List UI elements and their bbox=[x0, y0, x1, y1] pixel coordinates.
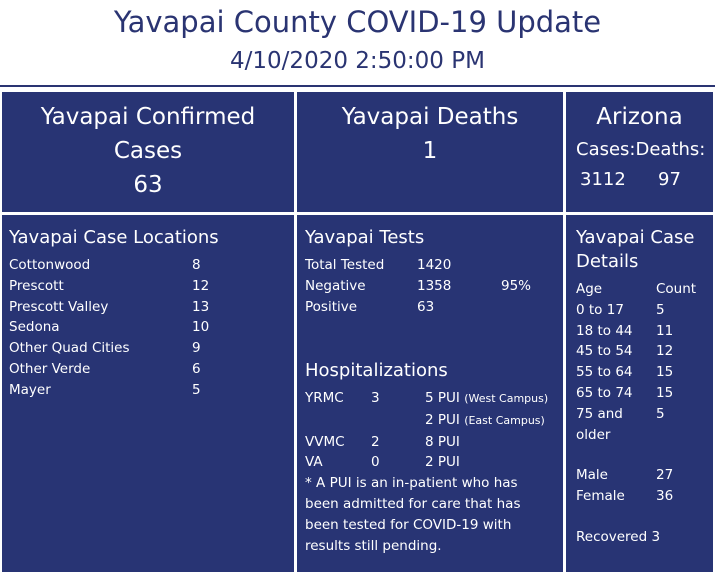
hospital-pui: 2 PUI bbox=[425, 411, 460, 428]
case-details-panel bbox=[566, 215, 713, 572]
location-list bbox=[9, 255, 209, 401]
age-group: 65 to 74 bbox=[576, 384, 633, 401]
footnote-line: results still pending. bbox=[305, 537, 442, 554]
hospital-row bbox=[305, 410, 548, 432]
location-row bbox=[9, 380, 209, 401]
hospital-pui: 5 PUI bbox=[425, 390, 460, 406]
female-value: 36 bbox=[656, 487, 674, 504]
tests-row-negative bbox=[305, 276, 531, 297]
positive-label: Positive bbox=[305, 298, 358, 315]
location-row bbox=[9, 276, 209, 297]
location-row bbox=[9, 297, 209, 318]
age-row bbox=[576, 404, 696, 425]
negative-label: Negative bbox=[305, 277, 366, 294]
hospital-row bbox=[305, 452, 548, 473]
age-group: 75 and bbox=[576, 405, 623, 422]
hospitalizations-table bbox=[305, 388, 548, 556]
location-name: Cottonwood bbox=[9, 257, 91, 273]
age-row bbox=[576, 362, 696, 383]
page-title: Yavapai County COVID-19 Update bbox=[113, 5, 602, 39]
hospital-campus-note: (East Campus) bbox=[464, 413, 545, 427]
location-name: Other Verde bbox=[9, 360, 91, 377]
location-count: 8 bbox=[192, 257, 201, 273]
tests-title: Yavapai Tests bbox=[305, 227, 425, 248]
hospital-row bbox=[305, 432, 548, 453]
footnote-line: been tested for COVID-19 with bbox=[305, 516, 512, 533]
confirmed-title-line2: Cases bbox=[113, 138, 183, 164]
arizona-deaths-label: Deaths: bbox=[635, 139, 706, 160]
deaths-title: Yavapai Deaths bbox=[341, 104, 519, 130]
hospital-count: 0 bbox=[371, 454, 380, 471]
age-row bbox=[576, 321, 696, 342]
age-group: older bbox=[576, 426, 611, 443]
hospital-count: 3 bbox=[371, 390, 380, 406]
details-title-line1: Yavapai Case bbox=[576, 227, 695, 248]
tests-row-positive bbox=[305, 297, 531, 318]
footnote-line: been admitted for care that has bbox=[305, 495, 521, 512]
location-name: Mayer bbox=[9, 381, 51, 398]
confirmed-title-line1: Yavapai Confirmed bbox=[40, 104, 256, 130]
confirmed-value: 63 bbox=[133, 172, 163, 198]
recovered-row bbox=[576, 527, 660, 548]
hospitalizations-title: Hospitalizations bbox=[305, 360, 448, 381]
header-divider bbox=[0, 85, 715, 87]
male-row bbox=[576, 465, 673, 486]
age-count: 5 bbox=[656, 301, 665, 318]
age-row bbox=[576, 425, 696, 446]
location-row bbox=[9, 317, 209, 338]
recovered-label: Recovered bbox=[576, 529, 648, 545]
location-count: 10 bbox=[192, 319, 210, 336]
total-tested-label: Total Tested bbox=[305, 257, 385, 273]
age-group: 45 to 54 bbox=[576, 343, 633, 360]
location-name: Prescott bbox=[9, 277, 64, 294]
arizona-panel bbox=[566, 92, 713, 212]
age-header-row bbox=[576, 279, 696, 300]
hospital-name: VA bbox=[305, 454, 323, 471]
location-count: 9 bbox=[192, 340, 201, 357]
age-count: 15 bbox=[656, 384, 674, 401]
age-count: 15 bbox=[656, 364, 674, 381]
female-row bbox=[576, 486, 673, 507]
hospital-name: YRMC bbox=[305, 390, 344, 406]
arizona-title: Arizona bbox=[596, 104, 683, 130]
hospital-name: VVMC bbox=[305, 433, 345, 450]
age-group: 55 to 64 bbox=[576, 364, 633, 381]
confirmed-cases-panel bbox=[2, 92, 294, 212]
hospital-count: 2 bbox=[371, 433, 380, 450]
hospital-pui: 2 PUI bbox=[425, 454, 460, 471]
age-group: 0 to 17 bbox=[576, 301, 624, 318]
age-count: 11 bbox=[656, 322, 674, 339]
recovered-value: 3 bbox=[651, 529, 661, 545]
male-label: Male bbox=[576, 467, 608, 483]
age-group: 18 to 44 bbox=[576, 322, 633, 339]
gender-table bbox=[576, 465, 673, 507]
age-table bbox=[576, 279, 696, 445]
arizona-cases-label: Cases: bbox=[576, 139, 636, 160]
tests-panel bbox=[297, 215, 563, 572]
male-value: 27 bbox=[656, 467, 674, 483]
age-row bbox=[576, 383, 696, 404]
deaths-value: 1 bbox=[422, 138, 438, 164]
case-locations-panel bbox=[2, 215, 294, 572]
age-count: 12 bbox=[656, 343, 674, 360]
age-row bbox=[576, 341, 696, 362]
hospital-pui: 8 PUI bbox=[425, 433, 460, 450]
hospital-row bbox=[305, 388, 548, 410]
age-row bbox=[576, 300, 696, 321]
pui-footnote bbox=[305, 473, 548, 556]
location-row bbox=[9, 359, 209, 380]
location-row bbox=[9, 338, 209, 359]
hospital-campus-note: (West Campus) bbox=[464, 392, 549, 405]
location-count: 5 bbox=[192, 381, 201, 398]
positive-value: 63 bbox=[417, 298, 435, 315]
count-header: Count bbox=[656, 281, 697, 297]
location-count: 12 bbox=[192, 277, 210, 294]
location-name: Prescott Valley bbox=[9, 298, 109, 315]
details-title-line2: Details bbox=[576, 251, 639, 272]
location-name: Sedona bbox=[9, 319, 60, 336]
negative-value: 1358 bbox=[417, 277, 452, 294]
age-count: 5 bbox=[656, 405, 665, 422]
age-header: Age bbox=[576, 281, 603, 297]
total-tested-value: 1420 bbox=[417, 257, 452, 273]
footnote-line: * A PUI is an in-patient who has bbox=[305, 475, 518, 492]
location-count: 6 bbox=[192, 360, 201, 377]
negative-percent: 95% bbox=[501, 277, 532, 294]
female-label: Female bbox=[576, 487, 625, 504]
arizona-cases-value: 3112 bbox=[580, 169, 626, 190]
location-row bbox=[9, 255, 209, 276]
locations-title: Yavapai Case Locations bbox=[9, 227, 219, 248]
arizona-deaths-value: 97 bbox=[658, 169, 681, 190]
tests-table bbox=[305, 255, 531, 317]
location-count: 13 bbox=[192, 298, 210, 315]
tests-row-total bbox=[305, 255, 531, 276]
update-timestamp: 4/10/2020 2:50:00 PM bbox=[230, 48, 485, 74]
deaths-panel bbox=[297, 92, 563, 212]
location-name: Other Quad Cities bbox=[9, 340, 130, 357]
